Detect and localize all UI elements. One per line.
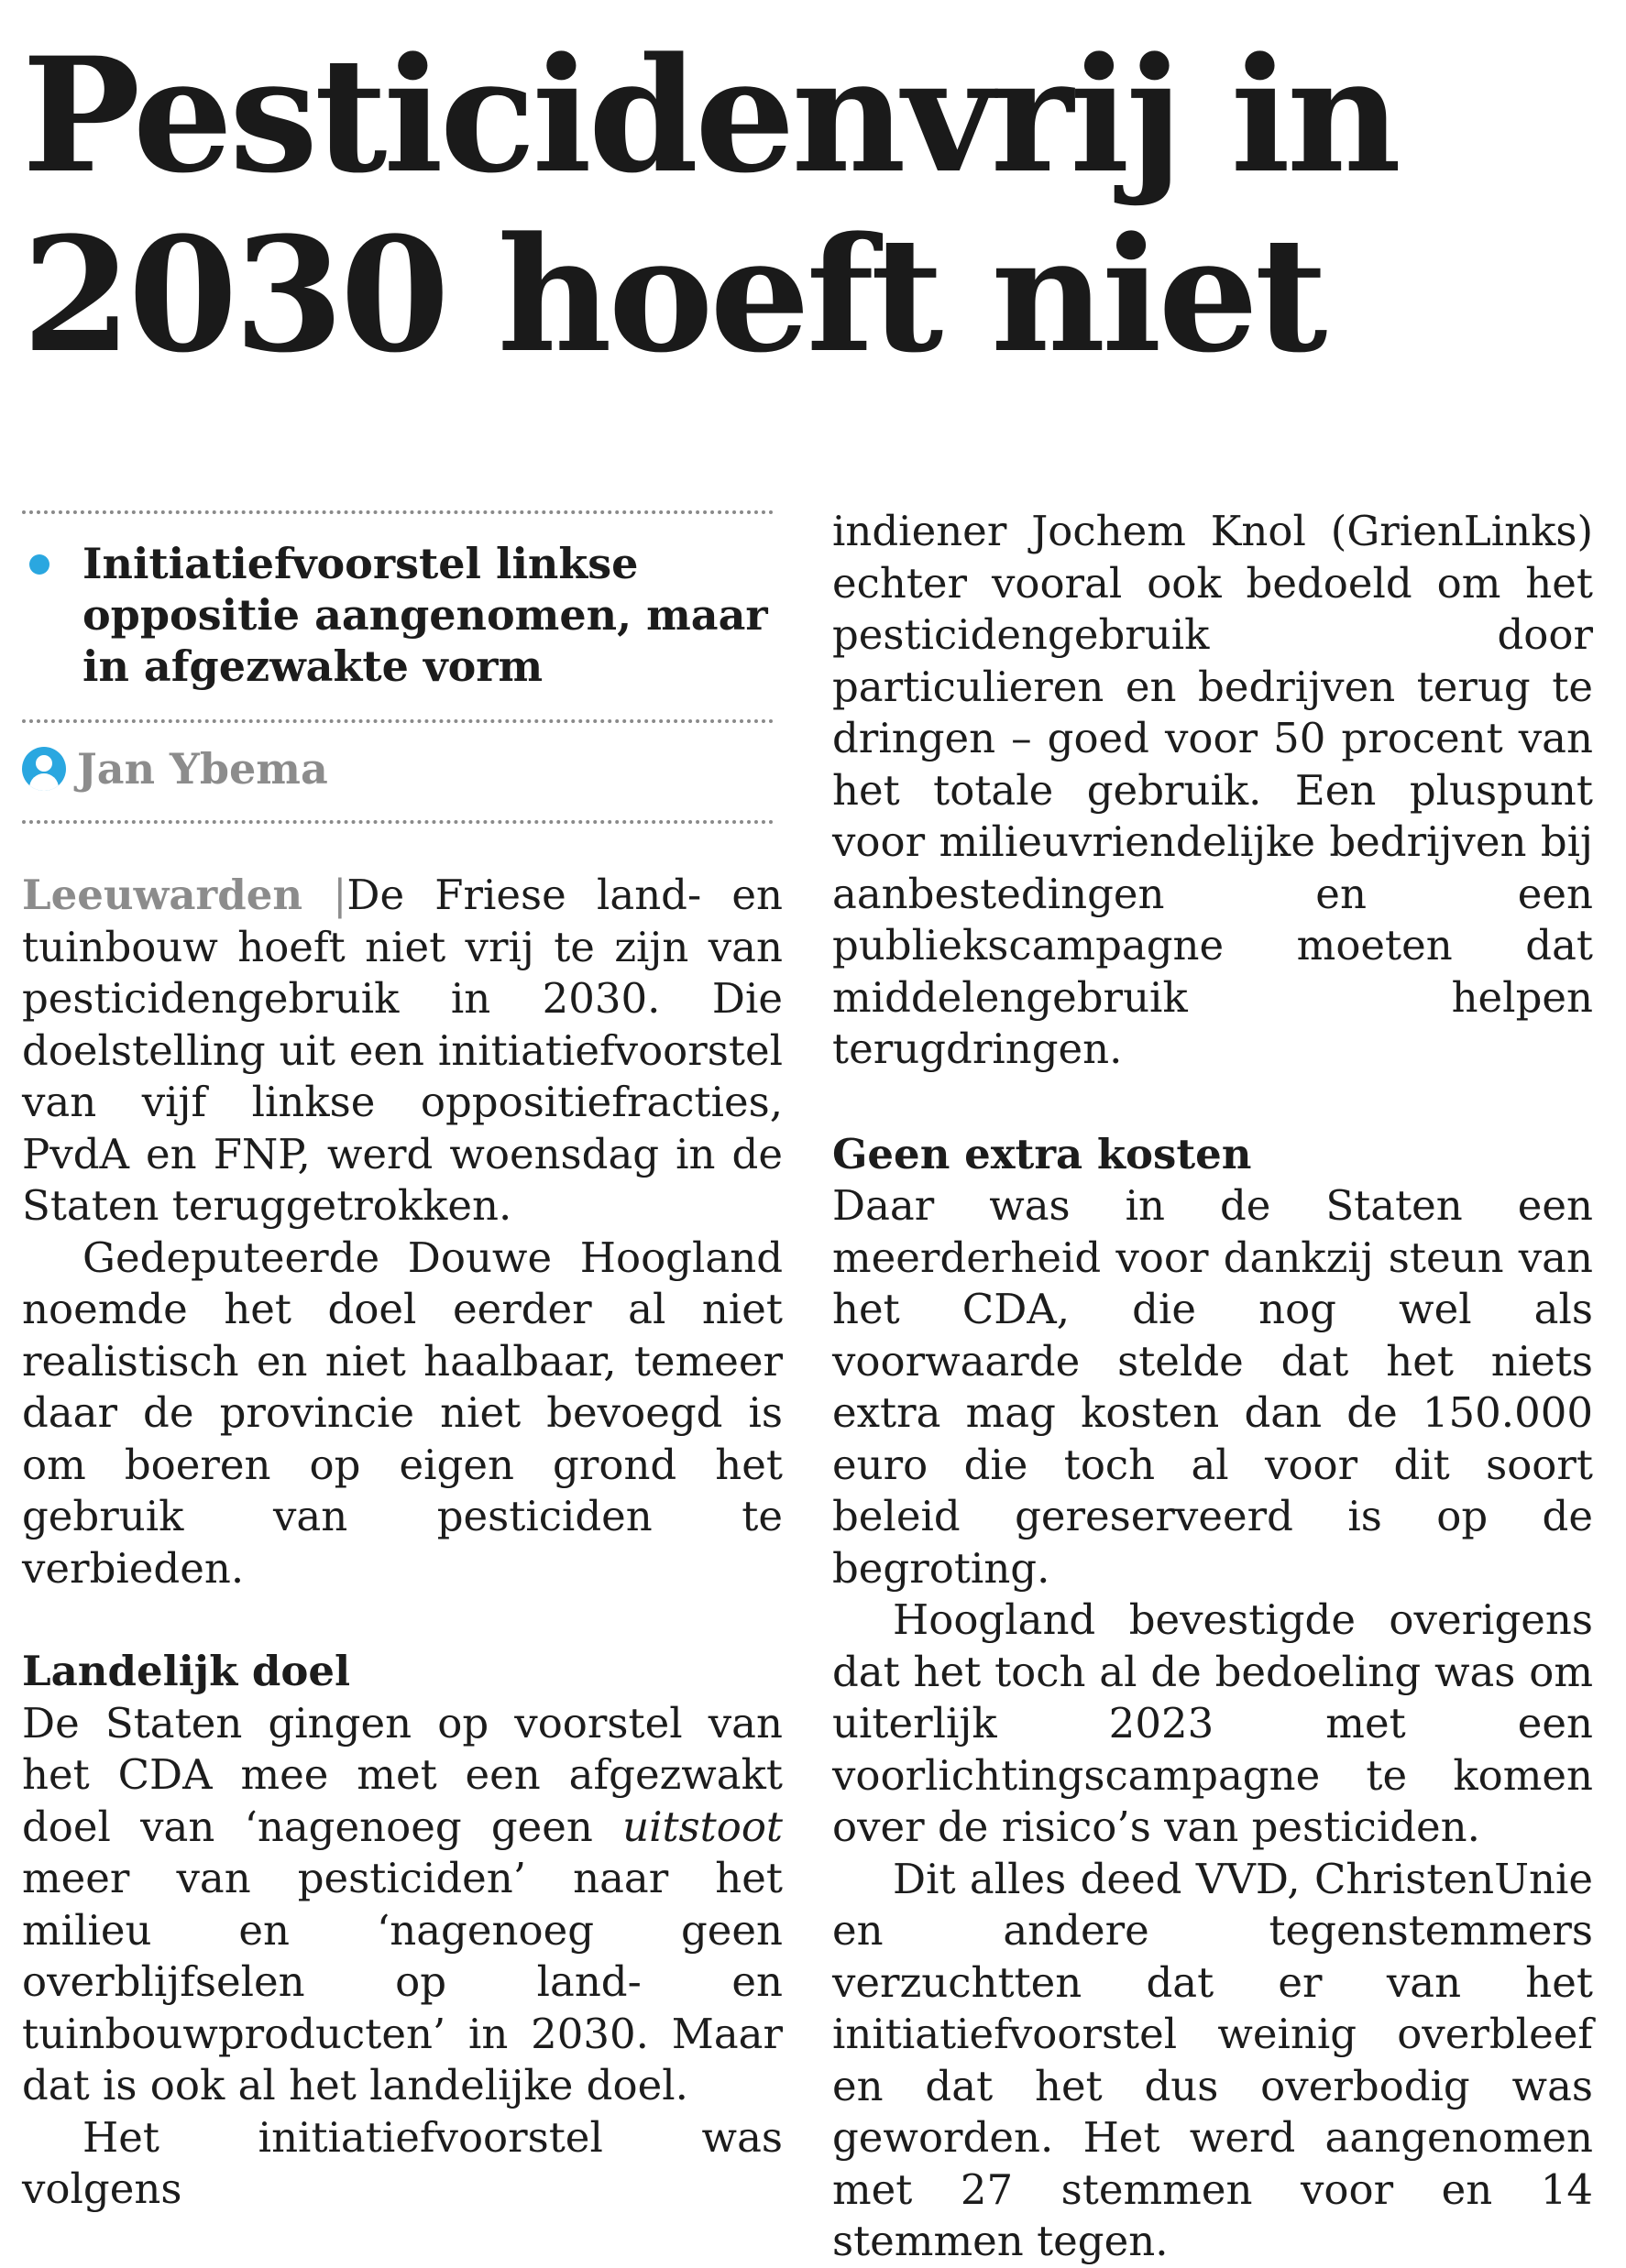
dateline-separator: | xyxy=(333,871,347,919)
paragraph: Dit alles deed VVD, ChristenUnie en andere tegenstemmers verzuchtten dat er van het initiatiefvoorstel weinig overbleef en dat het dus overbodig was geworden. Het werd aangenomen met 27 stemmen voor en 14 stemmen tegen. xyxy=(832,1854,1593,2265)
right-column xyxy=(832,506,1593,2268)
intro-block xyxy=(22,538,783,692)
subheading: Landelijk doel xyxy=(22,1647,351,1695)
headline: Pesticidenvrij in 2030 hoeft niet xyxy=(22,22,1398,388)
paragraph: indiener Jochem Knol (GrienLinks) echter vooral ook bedoeld om het pesticidengebruik door particulieren en bedrijven terug te dringen – goed voor 50 procent van het totale gebruik. Een pluspunt voor milieuvriendelijke bedrijven bij aanbestedingen en een publiekscampagne moeten dat middelengebruik helpen terugdringen. xyxy=(832,507,1593,1073)
paragraph: Hoogland bevestigde overigens dat het toch al de bedoeling was om uiterlijk 2023 met een voorlichtingscampagne te komen over de risico’s van pesticiden. xyxy=(832,1595,1593,1851)
author-icon xyxy=(22,747,66,791)
paragraph-text: De Staten gingen op voorstel van het CDA mee met een afgezwakt doel van ‘nagenoeg geen xyxy=(22,1698,783,1851)
byline xyxy=(22,741,783,796)
dotted-divider xyxy=(22,719,774,723)
paragraph: Daar was in de Staten een meerderheid voor dankzij steun van het CDA, die nog wel als voorwaarde stelde dat het niets extra mag kosten dan de 150.000 euro die toch al voor dit soort beleid gereserveerd is op de begroting. xyxy=(832,1181,1593,1593)
paragraph: Het initiatiefvoorstel was volgens xyxy=(22,2112,783,2213)
paragraph: Gedeputeerde Douwe Hoogland noemde het doel eerder al niet realistisch en niet haalbaar, temeer daar de provincie niet bevoegd is om boeren op eigen grond het gebruik van pesticiden te verbieden. xyxy=(22,1233,783,1593)
dotted-divider xyxy=(22,820,774,824)
author-name: Jan Ybema xyxy=(77,743,328,794)
paragraph-text: meer van pesticiden’ naar het milieu en ‘nagenoeg geen overblijfselen op land- en tuinbouwproducten’ in 2030. Maar dat is ook al het landelijke doel. xyxy=(22,1854,783,2109)
dotted-divider xyxy=(22,510,774,514)
subheading: Geen extra kosten xyxy=(832,1129,1252,1178)
intro-text: Initiatiefvoorstel linkse oppositie aangenomen, maar in afgezwakte vorm xyxy=(82,539,768,691)
bullet-icon xyxy=(29,554,49,575)
paragraph-text: De Friese land- en tuinbouw hoeft niet vrij te zijn van pesticidengebruik in 2030. Die doelstelling uit een initiatiefvoorstel van vijf linkse oppositiefracties, PvdA en FNP, werd woensdag in de Staten teruggetrokken. xyxy=(22,871,783,1230)
left-column xyxy=(22,510,783,2216)
paragraph xyxy=(22,1698,783,2112)
paragraph xyxy=(22,870,783,1233)
emphasis-text: uitstoot xyxy=(622,1802,783,1851)
dateline: Leeuwarden xyxy=(22,871,303,919)
left-body xyxy=(22,870,783,2216)
